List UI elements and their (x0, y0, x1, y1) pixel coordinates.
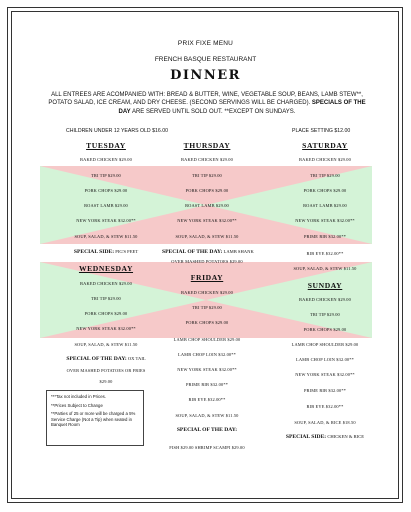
tuesday-special-value: PIG'S FEET (115, 249, 139, 254)
specials-label: SPECIALS OF THE DAY (118, 100, 366, 115)
sunday-item: LAMB CHOP LOIN $32.00** (296, 357, 354, 362)
friday-item: LAMB CHOP LOIN $32.00** (178, 352, 236, 357)
sunday-item: RIB EYE $32.00** (306, 404, 344, 409)
wednesday-item: NEW YORK STEAK $32.00** (76, 326, 136, 331)
wednesday-heading: WEDNESDAY (78, 264, 134, 273)
wednesday-item: BAKED CHICKEN $29.00 (80, 281, 132, 286)
sunday-special (278, 434, 372, 440)
sunday-item: BAKED CHICKEN $29.00 (299, 297, 351, 302)
thursday-special-label: SPECIAL OF THE DAY: (162, 249, 223, 255)
wednesday-item: PORK CHOPS $29.00 (84, 311, 128, 316)
wednesday-special-line2: OVER MASHED POTATOES OR FRIES (66, 368, 146, 373)
thursday-heading: THURSDAY (183, 141, 231, 150)
restaurant-name: FRENCH BASQUE RESTAURANT (154, 56, 257, 63)
friday-item: TRI TIP $29.00 (192, 305, 222, 310)
thursday-item: PORK CHOPS $29.00 (185, 188, 229, 193)
saturday-item: RIB EYE $32.00** (306, 251, 344, 256)
intro-text: ALL ENTREES ARE ACOMPANIED WITH: BREAD & BUTTER, WINE, VEGETABLE SOUP, BEANS, LAMB STEW**, POTATO SALAD, ICE CREAM, AND DRY CHEESE. (SECOND SERVINGS WILL BE CHARGED). (48, 92, 363, 107)
sunday-item: SOUP, SALAD, & RICE $18.50 (294, 420, 356, 425)
place-setting-price: PLACE SETTING $12.00 (292, 128, 351, 134)
except-note: **EXCEPT ON SUNDAYS. (224, 108, 296, 115)
tuesday-special (62, 249, 150, 255)
friday-item: PORK CHOPS $29.00 (185, 320, 229, 325)
friday-item: RIB EYE $32.00** (188, 397, 226, 402)
friday-special-line2: FISH $29.00 SHRIMP SCAMPI $29.00 (169, 445, 245, 450)
parties-note: **Parties of 25 or more will be charged a 5% Service Charge (Not a Tip) when seated in Banquet Room (51, 411, 136, 428)
friday-item: BAKED CHICKEN $29.00 (181, 290, 233, 295)
sunday-heading: SUNDAY (307, 281, 343, 290)
wednesday-item: SOUP, SALAD, & STEW $11.50 (74, 342, 138, 347)
thursday-special (162, 249, 252, 255)
friday-item: PRIME RIB $32.00** (185, 382, 229, 387)
sunday-item: PRIME RIB $32.00** (303, 388, 347, 393)
thursday-item: TRI TIP $29.00 (192, 173, 222, 178)
saturday-item: ROAST LAMB $29.00 (303, 203, 347, 208)
tuesday-heading: TUESDAY (86, 141, 126, 150)
tuesday-item: SOUP, SALAD, & STEW $11.50 (74, 234, 138, 239)
tuesday-special-label: SPECIAL SIDE: (73, 249, 115, 255)
saturday-item: TRI TIP $29.00 (310, 173, 340, 178)
wednesday-special (62, 356, 150, 362)
sunday-item: NEW YORK STEAK $32.00** (295, 372, 355, 377)
sunday-item: LAMB CHOP SHOULDER $29.00 (291, 342, 359, 347)
tuesday-item: NEW YORK STEAK $32.00** (76, 218, 136, 223)
children-price: CHILDREN UNDER 12 YEARS OLD $16.00 (66, 128, 168, 134)
prix-fixe-label: PRIX FIXE MENU (177, 40, 234, 47)
wednesday-special-label: SPECIAL OF THE DAY: (66, 356, 127, 362)
sunday-item: PORK CHOPS $29.00 (303, 327, 347, 332)
wednesday-special-line3: $29.00 (99, 379, 113, 384)
tuesday-item: BAKED CHICKEN $29.00 (80, 157, 132, 162)
friday-item: LAMB CHOP SHOULDER $29.00 (173, 337, 241, 342)
tuesday-item: PORK CHOPS $29.00 (84, 188, 128, 193)
saturday-item: SOUP, SALAD, & STEW $11.50 (293, 266, 357, 271)
friday-special-label: SPECIAL OF THE DAY: (176, 427, 238, 433)
thursday-special-line2: OVER MASHED POTATOES $29.00 (171, 259, 243, 264)
specials-rest: ARE SERVED UNTIL SOLD OUT. (131, 108, 223, 115)
saturday-item: NEW YORK STEAK $32.00** (295, 218, 355, 223)
wednesday-item: TRI TIP $29.00 (91, 296, 121, 301)
saturday-item: PRIME RIB $32.00** (303, 234, 347, 239)
price-change-note: **Prices Subject to Change (51, 402, 103, 408)
menu-title: DINNER (170, 68, 241, 83)
tax-note: ***Tax not included in Prices. (51, 394, 106, 399)
thursday-item: SOUP, SALAD, & STEW $11.50 (175, 234, 239, 239)
tuesday-item: TRI TIP $29.00 (91, 173, 121, 178)
sunday-special-value: CHICKEN & RICE (327, 434, 365, 439)
friday-special (162, 427, 252, 433)
sunday-special-label: SPECIAL SIDE: (285, 434, 327, 440)
friday-item: SOUP, SALAD, & STEW $11.50 (175, 413, 239, 418)
wednesday-special-value: OX TAIL (127, 356, 146, 361)
thursday-item: BAKED CHICKEN $29.00 (181, 157, 233, 162)
friday-heading: FRIDAY (190, 273, 224, 282)
sunday-item: TRI TIP $29.00 (310, 312, 340, 317)
saturday-heading: SATURDAY (302, 141, 348, 150)
notes-box (46, 390, 144, 446)
thursday-item: ROAST LAMB $29.00 (185, 203, 229, 208)
thursday-item: NEW YORK STEAK $32.00** (177, 218, 237, 223)
saturday-item: BAKED CHICKEN $29.00 (299, 157, 351, 162)
saturday-item: PORK CHOPS $29.00 (303, 188, 347, 193)
thursday-special-value: LAMB SHANK (223, 249, 254, 254)
intro-paragraph (42, 91, 372, 116)
tuesday-item: ROAST LAMB $29.00 (84, 203, 128, 208)
friday-item: NEW YORK STEAK $32.00** (177, 367, 237, 372)
